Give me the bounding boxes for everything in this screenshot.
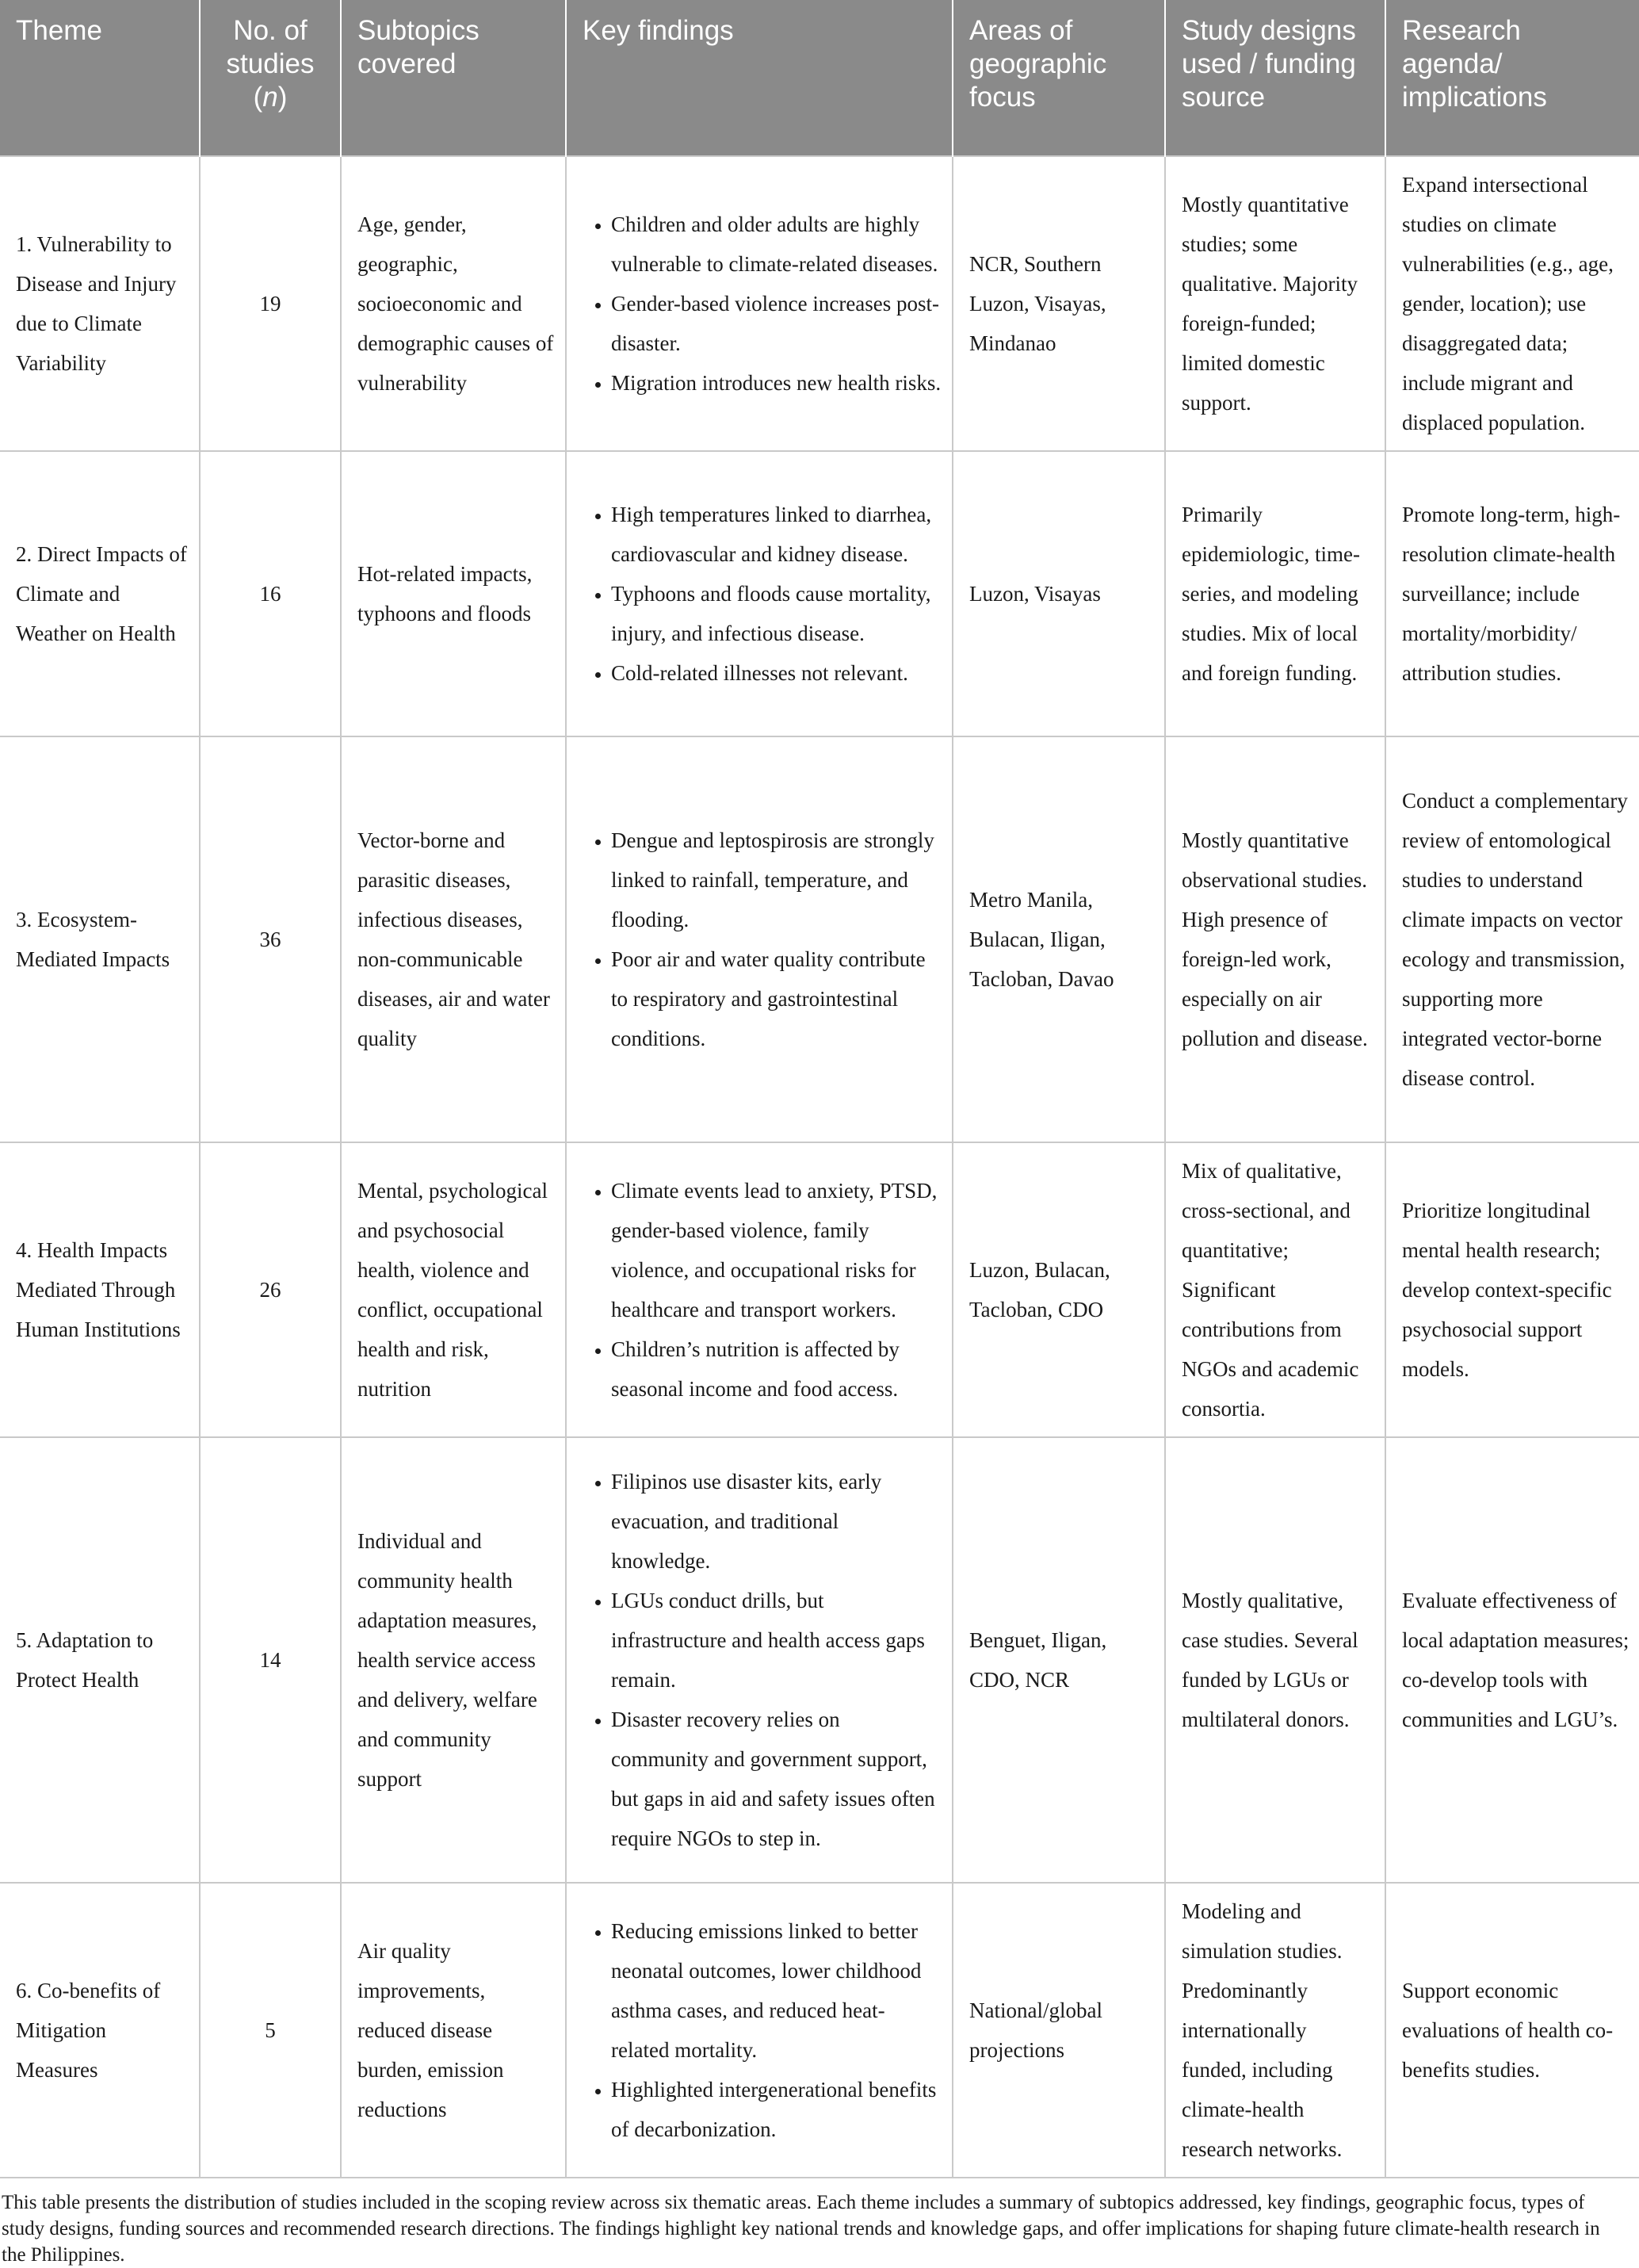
finding-item: • Disaster recovery relies on community and government support, but gaps in aid and safety issues often require NGOs to step in. (611, 1700, 942, 1858)
subtopics-cell: Individual and community health adaptation measures, health service access and delivery, welfare and community support (341, 1437, 566, 1883)
table-footnote: This table presents the distribution of studies included in the scoping review across six thematic areas. Each theme includes a summary of subtopics addressed, key findings, geographic focus, types of study designs, funding sources and recommended research directions. The findings highlight key national trends and knowledge gaps, and offer implications for shaping future climate-health research in the Philippines. (2, 2192, 1600, 2266)
theme-cell: 2. Direct Impacts of Climate and Weather on Health (0, 451, 200, 736)
study-designs-cell: Modeling and simulation studies. Predominantly internationally funded, including climate-health research networks. (1165, 1883, 1385, 2178)
study-count-cell: 16 (200, 451, 341, 736)
geographic-focus-cell: Metro Manila, Bulacan, Iligan, Tacloban, Davao (953, 736, 1165, 1142)
table-row (0, 1142, 1639, 1437)
theme-cell: 1. Vulnerability to Disease and Injury due to Climate Variability (0, 156, 200, 451)
research-agenda-cell: Expand intersectional studies on climate vulnerabilities (e.g., age, gender, location); use disaggregated data; include migrant and displaced population. (1385, 156, 1639, 451)
findings-list (583, 1911, 942, 2149)
findings-list (583, 1171, 942, 1409)
study-count-cell: 5 (200, 1883, 341, 2178)
header-number-of-studies (200, 0, 341, 156)
header-study-designs: Study designs used / funding source (1165, 0, 1385, 156)
finding-item: • Filipinos use disaster kits, early evacuation, and traditional knowledge. (611, 1462, 942, 1581)
finding-item: • Dengue and leptospirosis are strongly linked to rainfall, temperature, and flooding. (611, 820, 942, 939)
header-key-findings: Key findings (566, 0, 953, 156)
findings-cell (566, 451, 953, 736)
geographic-focus-cell: Benguet, Iligan, CDO, NCR (953, 1437, 1165, 1883)
geographic-focus-cell: National/global projections (953, 1883, 1165, 2178)
findings-cell (566, 1142, 953, 1437)
finding-item: • Cold-related illnesses not relevant. (611, 653, 942, 693)
study-designs-cell: Mostly qualitative, case studies. Several funded by LGUs or multilateral donors. (1165, 1437, 1385, 1883)
table-row (0, 1437, 1639, 1883)
findings-cell (566, 156, 953, 451)
findings-list (583, 495, 942, 693)
research-agenda-cell: Prioritize longitudinal mental health research; develop context-specific psychosocial support models. (1385, 1142, 1639, 1437)
table-row (0, 1883, 1639, 2178)
finding-item: • Highlighted intergenerational benefits of decarbonization. (611, 2070, 942, 2149)
subtopics-cell: Age, gender, geographic, socioeconomic and demographic causes of vulnerability (341, 156, 566, 451)
theme-cell: 3. Ecosystem-Mediated Impacts (0, 736, 200, 1142)
study-count-cell: 36 (200, 736, 341, 1142)
theme-cell: 6. Co-benefits of Mitigation Measures (0, 1883, 200, 2178)
findings-cell (566, 1883, 953, 2178)
study-count-cell: 14 (200, 1437, 341, 1883)
theme-cell: 4. Health Impacts Mediated Through Human Institutions (0, 1142, 200, 1437)
header-geographic-focus: Areas of geographic focus (953, 0, 1165, 156)
study-count-cell: 19 (200, 156, 341, 451)
finding-item: • Poor air and water quality contribute to respiratory and gastrointestinal conditions. (611, 939, 942, 1058)
findings-cell (566, 736, 953, 1142)
study-designs-cell: Mostly quantitative studies; some qualitative. Majority foreign-funded; limited domestic support. (1165, 156, 1385, 451)
study-designs-cell: Primarily epidemiologic, time-series, and modeling studies. Mix of local and foreign funding. (1165, 451, 1385, 736)
findings-cell (566, 1437, 953, 1883)
finding-item: • LGUs conduct drills, but infrastructure and health access gaps remain. (611, 1581, 942, 1700)
subtopics-cell: Mental, psychological and psychosocial health, violence and conflict, occupational health and risk, nutrition (341, 1142, 566, 1437)
finding-item: • Gender-based violence increases post-disaster. (611, 284, 942, 363)
study-designs-cell: Mix of qualitative, cross-sectional, and quantitative; Significant contributions from NGOs and academic consortia. (1165, 1142, 1385, 1437)
finding-item: • Migration introduces new health risks. (611, 363, 942, 403)
findings-list (583, 1462, 942, 1858)
findings-list (583, 820, 942, 1058)
study-count-cell: 26 (200, 1142, 341, 1437)
research-agenda-cell: Promote long-term, high-resolution climate-health surveillance; include mortality/morbidity/ attribution studies. (1385, 451, 1639, 736)
header-studies-n: n (262, 82, 278, 113)
study-designs-cell: Mostly quantitative observational studies. High presence of foreign-led work, especially on air pollution and disease. (1165, 736, 1385, 1142)
subtopics-cell: Hot-related impacts, typhoons and floods (341, 451, 566, 736)
header-studies-suffix: ) (277, 82, 288, 113)
header-theme: Theme (0, 0, 200, 156)
table-row (0, 451, 1639, 736)
subtopics-cell: Vector-borne and parasitic diseases, infectious diseases, non-communicable diseases, air and water quality (341, 736, 566, 1142)
geographic-focus-cell: NCR, Southern Luzon, Visayas, Mindanao (953, 156, 1165, 451)
finding-item: • Children’s nutrition is affected by seasonal income and food access. (611, 1329, 942, 1409)
findings-list (583, 205, 942, 403)
finding-item: • High temperatures linked to diarrhea, cardiovascular and kidney disease. (611, 495, 942, 574)
subtopics-cell: Air quality improvements, reduced disease burden, emission reductions (341, 1883, 566, 2178)
finding-item: • Typhoons and floods cause mortality, injury, and infectious disease. (611, 574, 942, 653)
finding-item: • Climate events lead to anxiety, PTSD, gender-based violence, family violence, and occupational risks for healthcare and transport workers. (611, 1171, 942, 1329)
research-agenda-cell: Conduct a complementary review of entomological studies to understand climate impacts on vector ecology and transmission, supporting more integrated vector-borne disease control. (1385, 736, 1639, 1142)
header-studies-prefix: No. of studies ( (226, 15, 315, 113)
table-header-row (0, 0, 1639, 156)
table-row (0, 156, 1639, 451)
geographic-focus-cell: Luzon, Visayas (953, 451, 1165, 736)
table-row (0, 736, 1639, 1142)
finding-item: • Reducing emissions linked to better neonatal outcomes, lower childhood asthma cases, and reduced heat-related mortality. (611, 1911, 942, 2070)
geographic-focus-cell: Luzon, Bulacan, Tacloban, CDO (953, 1142, 1165, 1437)
research-agenda-cell: Evaluate effectiveness of local adaptation measures; co-develop tools with communities and LGU’s. (1385, 1437, 1639, 1883)
research-agenda-cell: Support economic evaluations of health co-benefits studies. (1385, 1883, 1639, 2178)
theme-cell: 5. Adaptation to Protect Health (0, 1437, 200, 1883)
finding-item: • Children and older adults are highly vulnerable to climate-related diseases. (611, 205, 942, 284)
header-research-agenda: Research agenda/ implications (1385, 0, 1639, 156)
header-subtopics: Subtopics covered (341, 0, 566, 156)
